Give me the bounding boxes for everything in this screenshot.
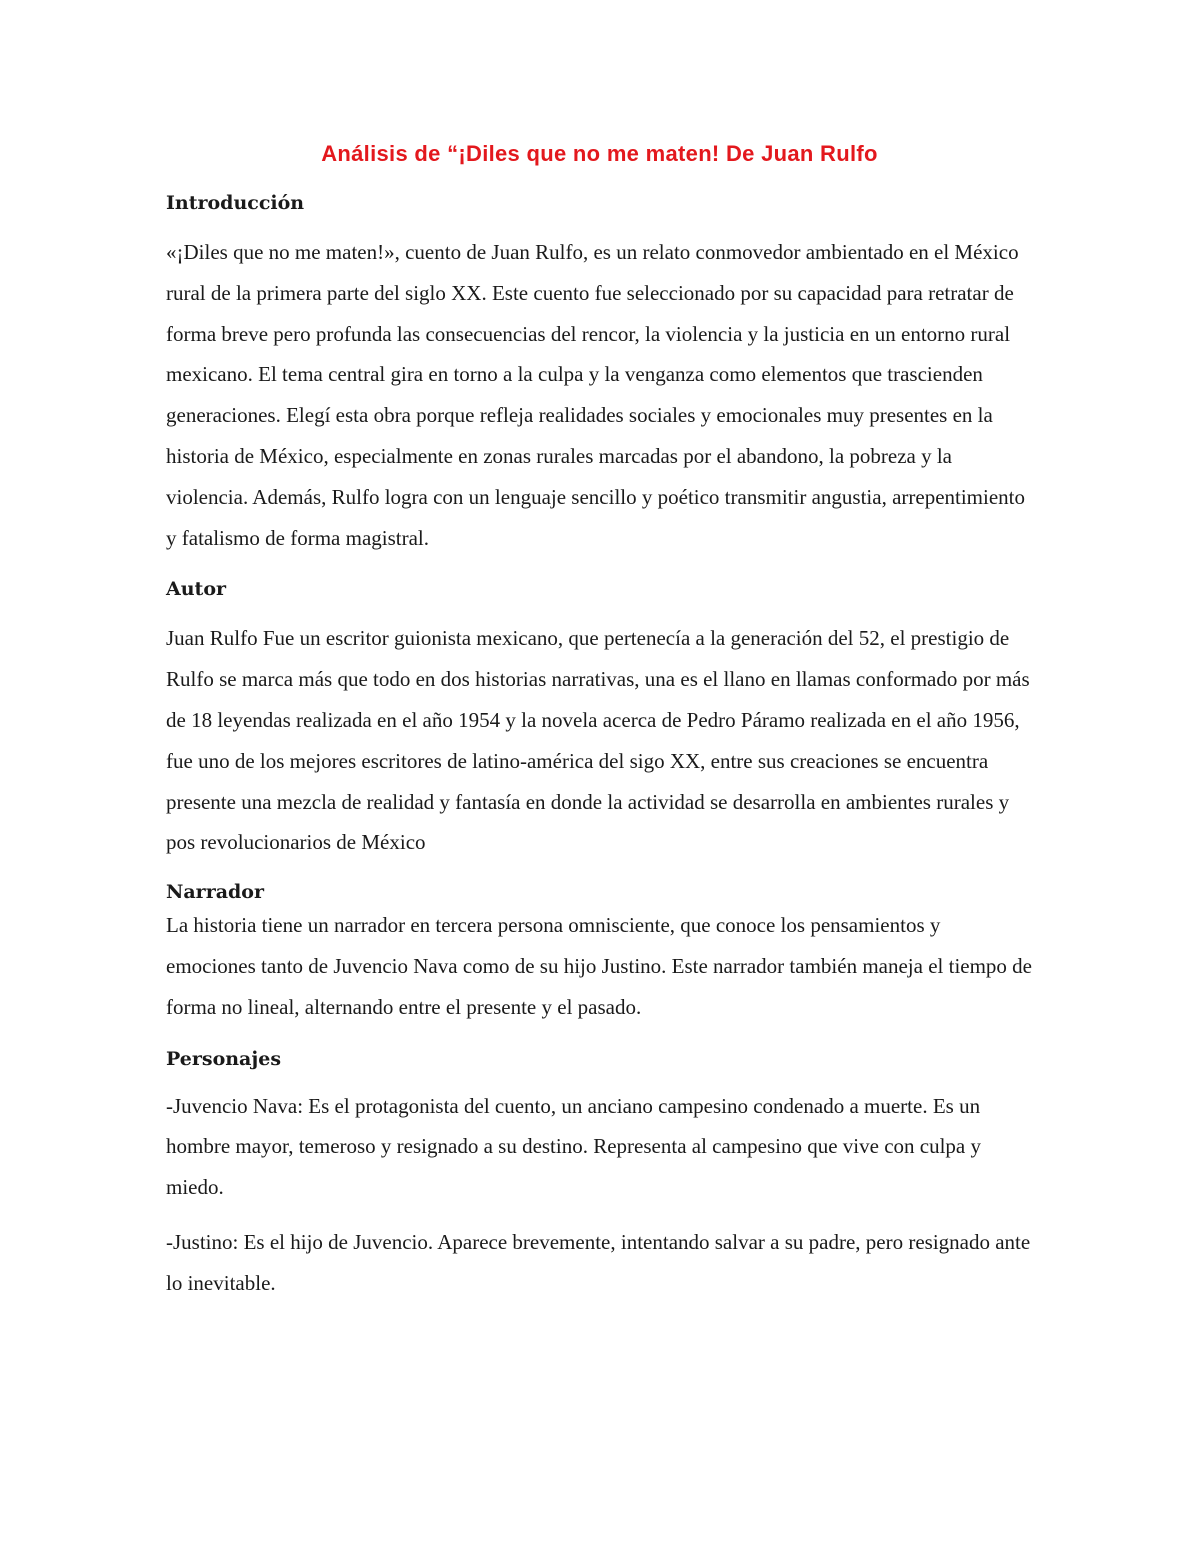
character-juvencio: -Juvencio Nava: Es el protagonista del cuento, un anciano campesino condenado a muerte. Es un hombre mayor, temeroso y resignado a su destino. Representa al campesino que vive con culpa y miedo. [166,1093,982,1200]
heading-autor: Autor [166,578,227,601]
heading-personajes: Personajes [166,1047,282,1070]
paragraph-autor: Juan Rulfo Fue un escritor guionista mexicano, que pertenecía a la generación del 52, el prestigio de Rulfo se marca más que todo en dos historias narrativas, una es el llano en llamas conformado por más de 18 leyendas realizada en el año 1954 y la novela acerca de Pedro Páramo realizada en el año 1956, fue uno de los mejores escritores de latino-américa del sigo XX, entre sus creaciones se encuentra presente una mezcla de realidad y fantasía en donde la actividad se desarrolla en ambientes rurales y pos revolucionarios de México [166,626,1030,855]
paragraph-narrador: La historia tiene un narrador en tercera persona omnisciente, que conoce los pensamientos y emociones tanto de Juvencio Nava como de su hijo Justino. Este narrador también maneja el tiempo de forma no lineal, alternando entre el presente y el pasado. [166,913,1033,1019]
document-title: Análisis de “¡Diles que no me maten! De Juan Rulfo [321,141,878,166]
heading-introduccion: Introducción [166,192,305,214]
paragraph-introduccion: «¡Diles que no me maten!», cuento de Juan Rulfo, es un relato conmovedor ambientado en el México rural de la primera parte del siglo XX. Este cuento fue seleccionado por su capacidad para retratar de forma breve pero profunda las consecuencias del rencor, la violencia y la justicia en un entorno rural mexicano. El tema central gira en torno a la culpa y la venganza como elementos que trascienden generaciones. Elegí esta obra porque refleja realidades sociales y emocionales muy presentes en la historia de México, especialmente en zonas rurales marcadas por el abandono, la pobreza y la violencia. Además, Rulfo logra con un lenguaje sencillo y poético transmitir angustia, arrepentimiento y fatalismo de forma magistral. [166,240,1026,550]
heading-narrador: Narrador [166,881,264,904]
character-justino: -Justino: Es el hijo de Juvencio. Aparece brevemente, intentando salvar a su padre, pero resignado ante lo inevitable. [166,1229,1031,1295]
document-page [166,138,1033,1304]
